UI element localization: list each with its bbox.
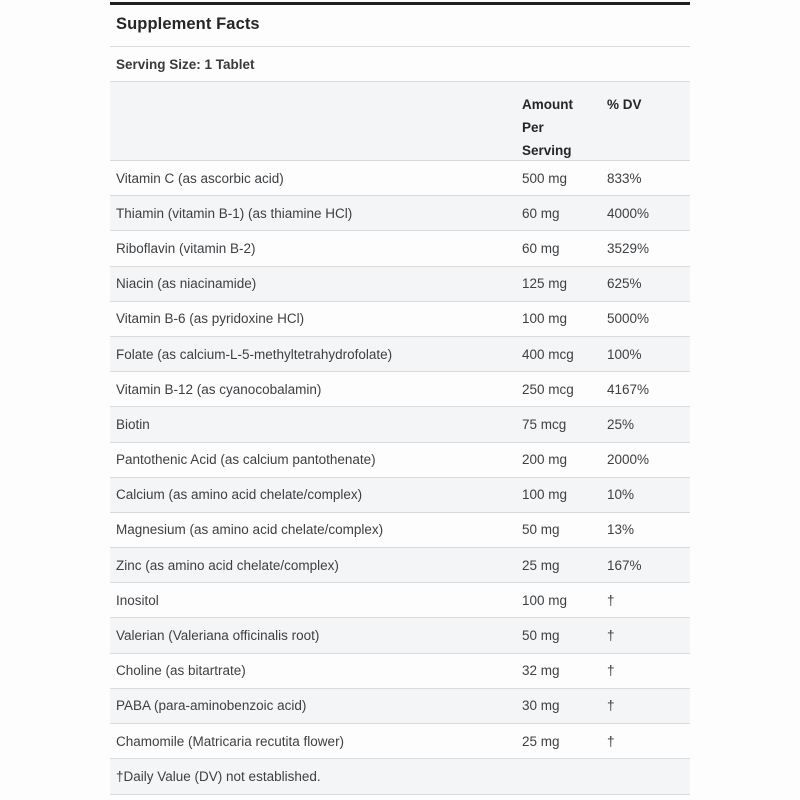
ingredient-amount: 50 mg	[522, 628, 560, 644]
ingredient-dv: 100%	[607, 346, 642, 362]
ingredient-amount: 400 mcg	[522, 346, 574, 362]
ingredient-amount: 32 mg	[522, 663, 560, 679]
ingredient-name: Riboflavin (vitamin B-2)	[116, 240, 256, 256]
ingredient-row	[110, 372, 690, 407]
ingredient-name: Vitamin B-6 (as pyridoxine HCl)	[116, 311, 305, 327]
ingredient-name: Magnesium (as amino acid chelate/complex)	[116, 522, 384, 538]
ingredient-dv: 4000%	[607, 205, 650, 221]
serving-size-row	[110, 47, 690, 82]
table-header-row	[110, 82, 690, 161]
supplement-facts-panel	[110, 2, 690, 795]
ingredient-dv: 3529%	[607, 240, 650, 256]
ingredient-name: Valerian (Valeriana officinalis root)	[116, 628, 320, 644]
ingredient-amount: 25 mg	[522, 733, 560, 749]
ingredient-name: Calcium (as amino acid chelate/complex)	[116, 487, 363, 503]
ingredient-amount: 100 mg	[522, 592, 568, 608]
ingredient-dv: †	[607, 592, 615, 608]
ingredient-row	[110, 407, 690, 442]
ingredient-dv: †	[607, 698, 615, 714]
ingredient-amount: 30 mg	[522, 698, 560, 714]
ingredient-name: Folate (as calcium-L-5-methyltetrahydrofolate)	[116, 346, 393, 362]
ingredient-amount: 75 mcg	[522, 416, 567, 432]
ingredient-row	[110, 161, 690, 196]
ingredient-dv: †	[607, 663, 615, 679]
ingredient-amount: 25 mg	[522, 557, 560, 573]
ingredient-name: Inositol	[116, 592, 159, 608]
ingredient-amount: 100 mg	[522, 487, 568, 503]
footnote-row	[110, 759, 690, 795]
ingredient-row	[110, 302, 690, 337]
ingredient-amount: 200 mg	[522, 452, 568, 468]
ingredient-rows	[110, 161, 690, 759]
column-header-amount: Amount Per Serving	[522, 97, 573, 158]
ingredient-dv: 833%	[607, 170, 642, 186]
serving-size-text: Serving Size: 1 Tablet	[116, 56, 255, 72]
ingredient-row	[110, 443, 690, 478]
ingredient-row	[110, 724, 690, 759]
ingredient-row	[110, 231, 690, 266]
ingredient-dv: †	[607, 628, 615, 644]
ingredient-row	[110, 689, 690, 724]
ingredient-name: Pantothenic Acid (as calcium pantothenate)	[116, 452, 376, 468]
supplement-facts-title: Supplement Facts	[116, 15, 260, 33]
ingredient-name: Vitamin B-12 (as cyanocobalamin)	[116, 381, 322, 397]
dv-footnote: †Daily Value (DV) not established.	[116, 769, 321, 785]
ingredient-amount: 100 mg	[522, 311, 568, 327]
ingredient-row	[110, 196, 690, 231]
ingredient-amount: 50 mg	[522, 522, 560, 538]
ingredient-dv: 13%	[607, 522, 635, 538]
ingredient-dv: 625%	[607, 276, 642, 292]
ingredient-dv: 10%	[607, 487, 635, 503]
ingredient-dv: 4167%	[607, 381, 650, 397]
ingredient-row	[110, 618, 690, 653]
ingredient-row	[110, 513, 690, 548]
column-header-dv: % DV	[607, 97, 642, 112]
ingredient-name: Biotin	[116, 416, 150, 432]
ingredient-amount: 60 mg	[522, 205, 560, 221]
ingredient-dv: 167%	[607, 557, 642, 573]
ingredient-row	[110, 583, 690, 618]
ingredient-amount: 500 mg	[522, 170, 568, 186]
ingredient-dv: 5000%	[607, 311, 650, 327]
ingredient-name: Chamomile (Matricaria recutita flower)	[116, 733, 345, 749]
ingredient-row	[110, 267, 690, 302]
ingredient-dv: 25%	[607, 416, 635, 432]
ingredient-row	[110, 337, 690, 372]
ingredient-row	[110, 478, 690, 513]
ingredient-name: PABA (para-aminobenzoic acid)	[116, 698, 307, 714]
ingredient-row	[110, 548, 690, 583]
ingredient-amount: 250 mcg	[522, 381, 574, 397]
ingredient-amount: 60 mg	[522, 240, 560, 256]
panel-title-row	[110, 5, 690, 47]
ingredient-name: Niacin (as niacinamide)	[116, 276, 257, 292]
ingredient-name: Zinc (as amino acid chelate/complex)	[116, 557, 339, 573]
ingredient-row	[110, 654, 690, 689]
ingredient-amount: 125 mg	[522, 276, 568, 292]
ingredient-name: Vitamin C (as ascorbic acid)	[116, 170, 284, 186]
ingredient-dv: †	[607, 733, 615, 749]
ingredient-name: Thiamin (vitamin B-1) (as thiamine HCl)	[116, 205, 353, 221]
ingredient-name: Choline (as bitartrate)	[116, 663, 246, 679]
ingredient-dv: 2000%	[607, 452, 650, 468]
